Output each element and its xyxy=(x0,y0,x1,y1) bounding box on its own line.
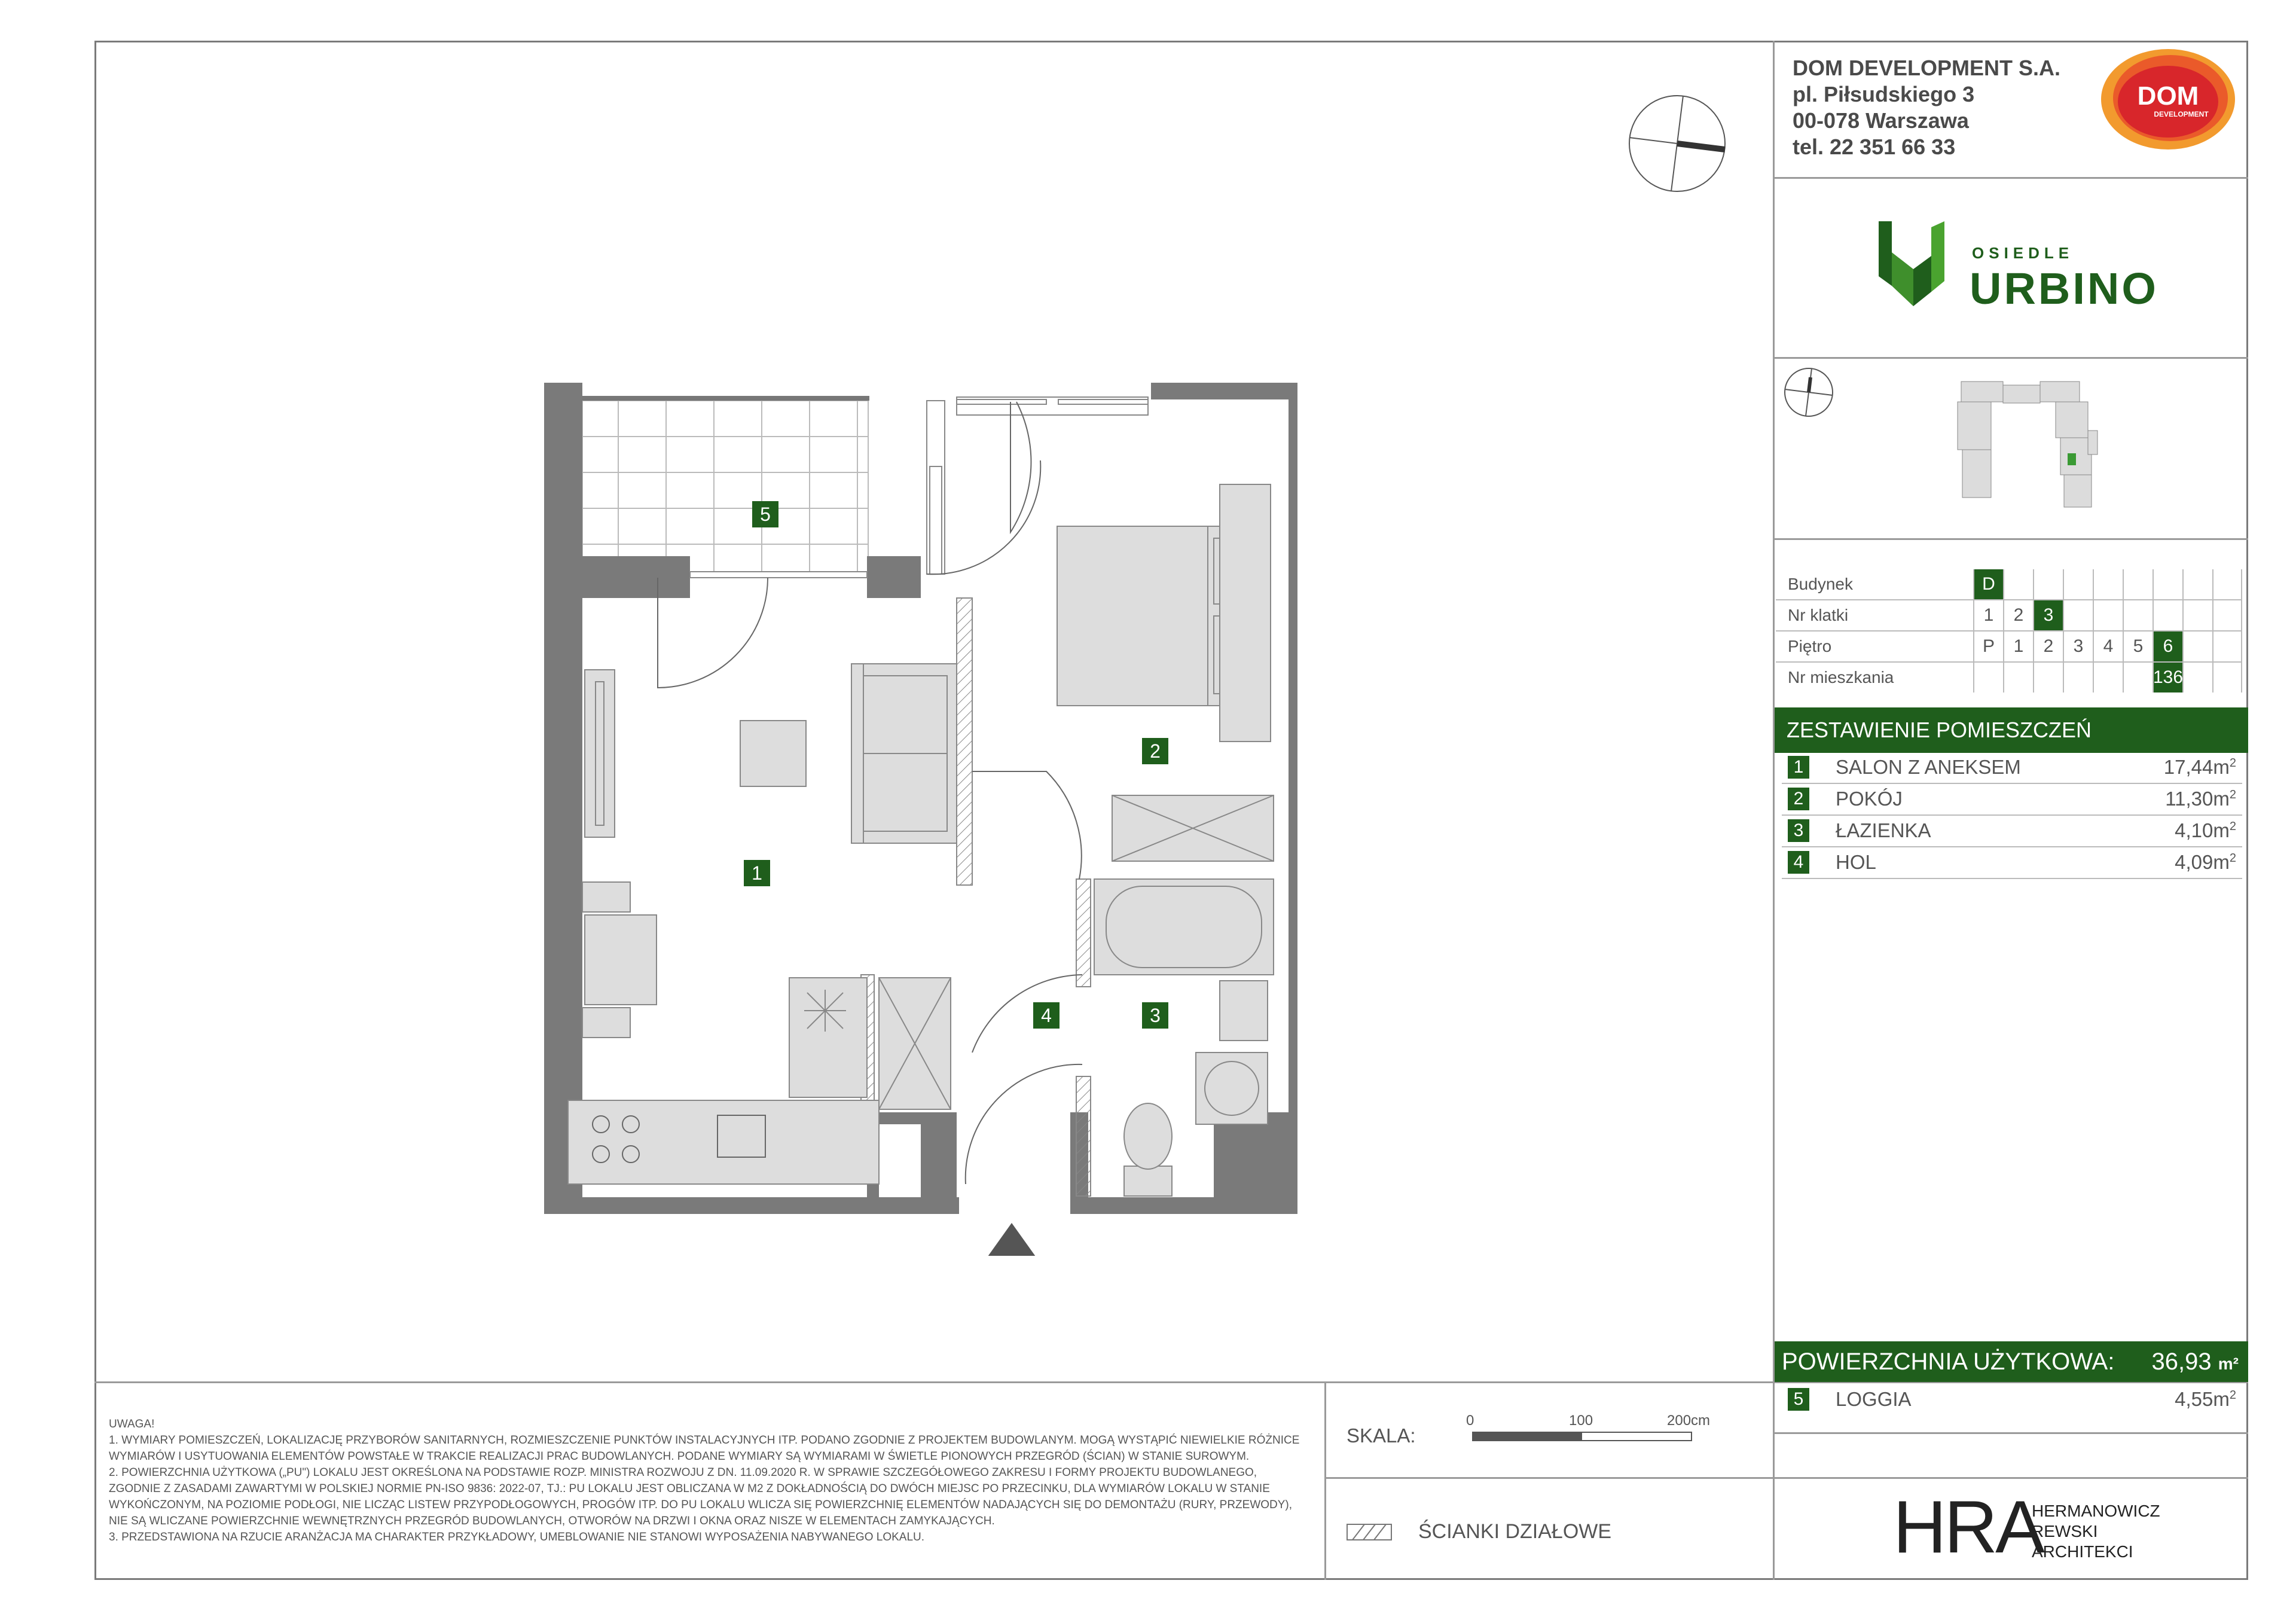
total-area-unit: m² xyxy=(2218,1354,2239,1373)
floor-value-5: 5 xyxy=(2123,631,2152,661)
floor-value-p: P xyxy=(1973,631,2003,661)
architect-divider xyxy=(1773,1477,2248,1479)
stair-value-3: 3 xyxy=(2033,600,2063,630)
room-row-pokoj xyxy=(1782,783,2242,816)
room-area: $4,55m^2$ xyxy=(2175,1388,2236,1410)
total-area-bar xyxy=(1775,1341,2248,1382)
scale-tick-200: 200cm xyxy=(1667,1413,1711,1429)
room-name: ŁAZIENKA xyxy=(1836,819,1931,841)
scale-tick-0: 0 xyxy=(1466,1413,1474,1429)
stair-value-2: 2 xyxy=(2003,600,2033,630)
architect-mark: HRA xyxy=(1893,1486,2042,1569)
urbino-logo-mark xyxy=(1879,221,1950,306)
notes-divider xyxy=(1324,1381,1326,1580)
loggia-divider xyxy=(1773,1432,2248,1434)
dom-development-logo xyxy=(2097,47,2239,152)
room-area: $4,09m^2$ xyxy=(2175,851,2236,873)
notes-block xyxy=(109,1416,1311,1545)
room-row-lazienka xyxy=(1782,815,2242,847)
room-row-salon xyxy=(1782,752,2242,784)
logo-dom-text: DOM xyxy=(2137,81,2199,111)
plan-label-lazienka: 3 xyxy=(1142,1002,1168,1029)
note-3: 3. PRZEDSTAWIONA NA RZUCIE ARANŻACJA MA CHARAKTER PRZYKŁADOWY, UMEBLOWANIE NIE STANOWI WYPOSAŻENIA NABYWANEGO LOKALU. xyxy=(109,1531,925,1543)
urbino-prefix: OSIEDLE xyxy=(1972,244,2074,262)
logo-development-text: DEVELOPMENT xyxy=(2154,110,2209,118)
architect-line-3: ARCHITEKCI xyxy=(2032,1542,2133,1561)
apartment-info-table xyxy=(1776,569,2242,692)
room-area: $4,10m^2$ xyxy=(2175,819,2236,841)
urbino-name: URBINO xyxy=(1970,264,2158,313)
partition-hatch-icon xyxy=(1347,1524,1392,1540)
rooms-summary-header: ZESTAWIENIE POMIESZCZEŃ xyxy=(1775,707,2248,753)
company-address xyxy=(1793,55,2060,160)
floor-label: Piętro xyxy=(1788,637,1832,655)
apartment-number-value: 136 xyxy=(2152,663,2182,692)
partition-legend-label: ŚCIANKI DZIAŁOWE xyxy=(1418,1520,1612,1543)
room-number: 3 xyxy=(1788,819,1809,842)
company-phone: tel. 22 351 66 33 xyxy=(1793,135,1956,159)
room-area: $17,44m^2$ xyxy=(2163,756,2236,778)
total-area-label: POWIERZCHNIA UŻYTKOWA: xyxy=(1782,1348,2115,1375)
company-street: pl. Piłsudskiego 3 xyxy=(1793,82,1975,106)
header-divider-1 xyxy=(1773,177,2248,179)
plan-label-salon: 1 xyxy=(744,860,770,886)
note-2: 2. POWIERZCHNIA UŻYTKOWA („PU") LOKALU JEST OKREŚLONA NA PODSTAWIE ROZP. MINISTRA ROZWOJU Z DN. 11.09.2020 R. W SPRAWIE SZCZEGÓŁOWEGO ZAKRESU I FORMY PROJEKTU BUDOWLANEGO, ZGODNIE Z ZASADAMI ZAWARTYMI W POLSKIEJ NORMIE PN-ISO 9836: 2022-07, TJ.: PU LOKALU JEST OBLICZANA W M2 Z DOKŁADNOŚCIĄ DO DWÓCH MIEJSC PO PRZECINKU, DLA WYMIARÓW LOKALU W STANIE WYKOŃCZONYM, NA POZIOMIE PODŁOGI, NIE LICZĄC LISTEW PRZYPODŁOGOWYCH, PROGÓW ITP. DO PU LOKALU WLICZA SIĘ POWIERZCHNIĘ ELEMENTÓW NADAJĄCYCH SIĘ DO DEMONTAŻU (RURY, PRZEWODY), NIE SĄ WLICZANE POWIERZCHNIE WEWNĘTRZNYCH PRZEGRÓD BUDOWLANYCH, OTWORÓW NA DRZWI I OKNA ORAZ NISZE W ELEMENTACH ZAMYKAJĄCYCH. xyxy=(109,1466,1293,1527)
room-name: LOGGIA xyxy=(1836,1388,1912,1410)
room-name: SALON Z ANEKSEM xyxy=(1836,756,2021,778)
floor-value-4: 4 xyxy=(2093,631,2123,661)
architect-name xyxy=(2032,1501,2160,1562)
company-name: DOM DEVELOPMENT S.A. xyxy=(1793,56,2061,80)
compass-small-icon xyxy=(1783,367,1834,418)
floor-value-2: 2 xyxy=(2033,631,2063,661)
floor-value-6: 6 xyxy=(2152,631,2182,661)
building-label: Budynek xyxy=(1788,575,1853,593)
header-divider-3 xyxy=(1773,538,2248,540)
compass-large-icon xyxy=(1626,93,1728,194)
total-area-value: 36,93 xyxy=(2151,1348,2212,1375)
stair-label: Nr klatki xyxy=(1788,606,1849,624)
room-number: 2 xyxy=(1788,788,1809,810)
scale-bar xyxy=(1472,1432,1692,1441)
room-number: 5 xyxy=(1788,1388,1809,1411)
room-number: 1 xyxy=(1788,756,1809,779)
architect-line-1: HERMANOWICZ xyxy=(2032,1502,2160,1520)
room-row-loggia xyxy=(1782,1384,2242,1415)
floor-plan xyxy=(544,377,1297,1256)
note-1: 1. WYMIARY POMIESZCZEŃ, LOKALIZACJĘ PRZYBORÓW SANITARNYCH, ROZMIESZCZENIE PUNKTÓW INSTALACYJNYCH ITP. PODANO ZGODNIE Z PROJEKTEM BUDOWLANYM. MOGĄ WYSTĄPIĆ NIEWIELKIE RÓŻNICE WYMIARÓW I USYTUOWANIA ELEMENTÓW POWSTAŁE W TRAKCIE REALIZACJI PRAC BUDOWLANYCH. PODANE WYMIARY SĄ WYMIARAMI W ŚWIETLE PIONOWYCH PRZEGRÓD (ŚCIAN) W STANIE SUROWYM. xyxy=(109,1434,1300,1463)
architect-line-2: REWSKI xyxy=(2032,1522,2098,1540)
plan-label-loggia: 5 xyxy=(752,501,778,527)
apartment-number-label: Nr mieszkania xyxy=(1788,668,1894,687)
floor-value-3: 3 xyxy=(2063,631,2093,661)
scale-legend-divider xyxy=(1324,1477,1773,1479)
building-value: D xyxy=(1973,569,2003,599)
plan-label-hol: 4 xyxy=(1033,1002,1060,1029)
room-name: HOL xyxy=(1836,851,1876,873)
building-key-plan xyxy=(1950,377,2106,515)
scale-label: SKALA: xyxy=(1347,1424,1416,1447)
scale-tick-100: 100 xyxy=(1569,1413,1593,1429)
floor-value-1: 1 xyxy=(2003,631,2033,661)
company-city: 00-078 Warszawa xyxy=(1793,108,1969,133)
header-divider-2 xyxy=(1773,357,2248,359)
room-name: POKÓJ xyxy=(1836,788,1903,810)
room-area: $11,30m^2$ xyxy=(2165,788,2236,810)
notes-title: UWAGA! xyxy=(109,1418,155,1430)
room-number: 4 xyxy=(1788,851,1809,874)
room-row-hol xyxy=(1782,847,2242,879)
stair-value-1: 1 xyxy=(1973,600,2003,630)
plan-label-pokoj: 2 xyxy=(1142,738,1168,764)
